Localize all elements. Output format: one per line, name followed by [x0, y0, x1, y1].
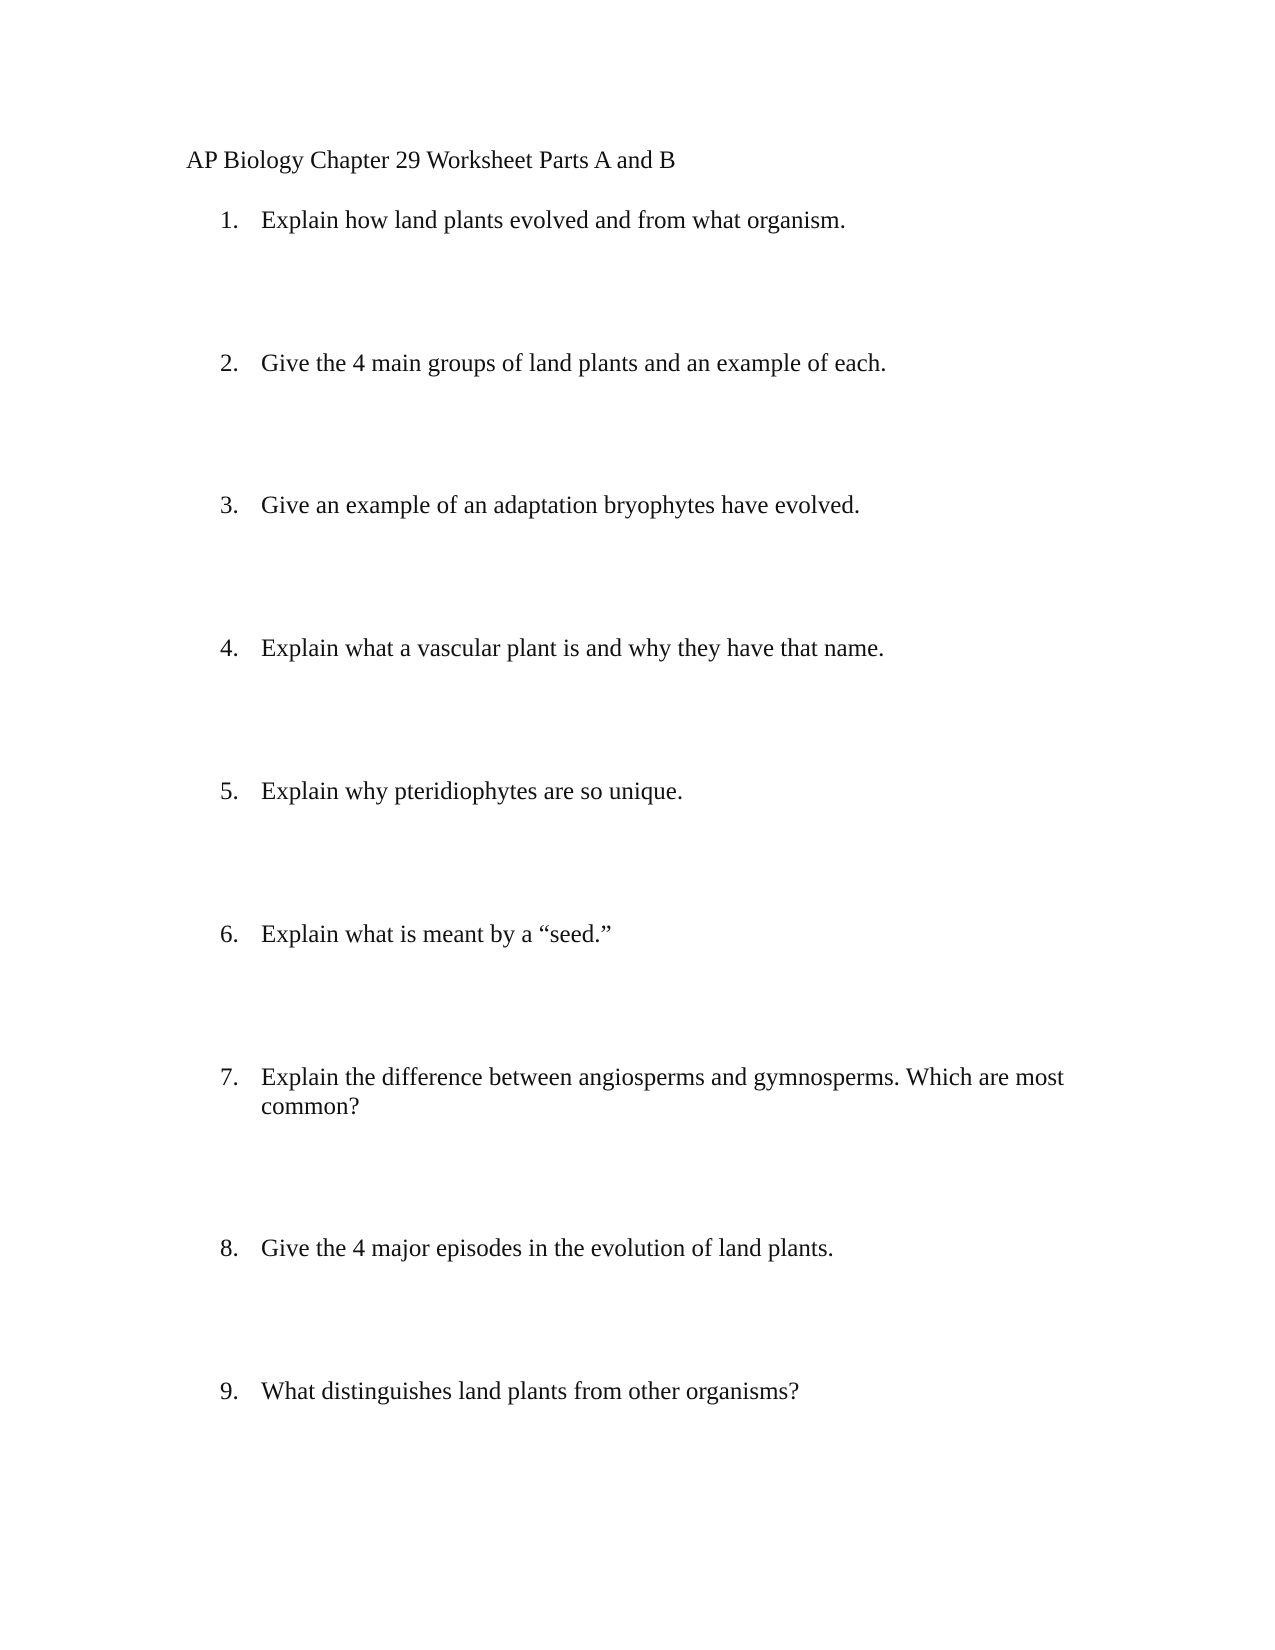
question-item — [220, 206, 1080, 235]
question-item — [220, 777, 1080, 806]
question-item — [220, 1377, 1080, 1406]
question-number: 1. — [220, 207, 239, 234]
question-number: 7. — [220, 1064, 239, 1091]
question-text: Explain what a vascular plant is and why they have that name. — [261, 635, 885, 662]
question-item — [220, 634, 1080, 663]
question-number: 4. — [220, 635, 239, 662]
question-number: 6. — [220, 921, 239, 948]
question-item — [220, 349, 1080, 378]
question-item — [220, 491, 1080, 520]
question-text: Explain why pteridiophytes are so unique. — [261, 778, 684, 805]
question-text: Explain how land plants evolved and from what organism. — [261, 207, 846, 234]
question-item — [220, 1063, 1080, 1121]
question-number: 3. — [220, 492, 239, 519]
question-number: 8. — [220, 1235, 239, 1262]
question-text: Explain the difference between angiosperms and gymnosperms. Which are most common? — [261, 1064, 1065, 1120]
question-text: Give the 4 main groups of land plants and an example of each. — [261, 350, 887, 377]
question-item — [220, 920, 1080, 949]
question-text: Explain what is meant by a “seed.” — [261, 921, 612, 948]
question-text: Give the 4 major episodes in the evolution of land plants. — [261, 1235, 834, 1262]
question-item — [220, 1234, 1080, 1263]
question-number: 9. — [220, 1378, 239, 1405]
question-number: 5. — [220, 778, 239, 805]
question-text: What distinguishes land plants from other organisms? — [261, 1378, 800, 1405]
question-text: Give an example of an adaptation bryophytes have evolved. — [261, 492, 861, 519]
question-number: 2. — [220, 350, 239, 377]
worksheet-title: AP Biology Chapter 29 Worksheet Parts A and B — [186, 147, 676, 174]
